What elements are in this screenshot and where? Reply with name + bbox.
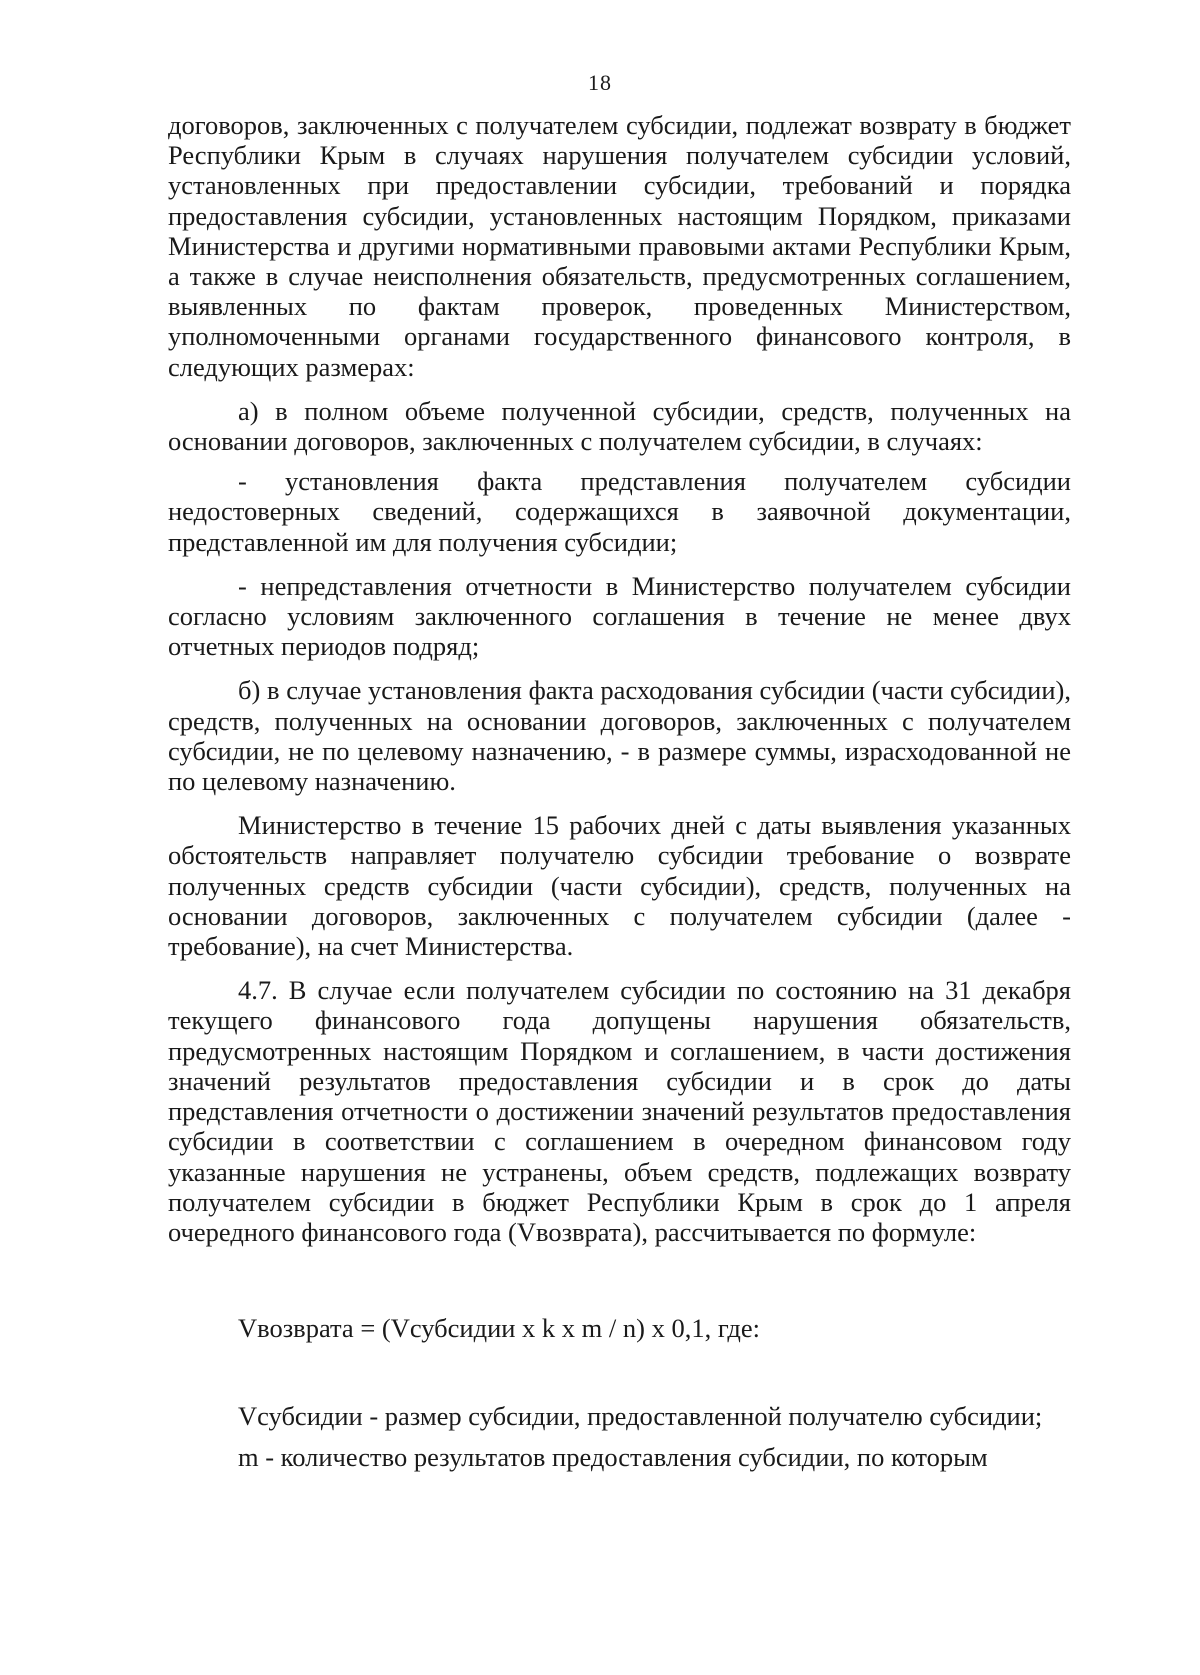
paragraph-dash-1: - установления факта представления получателем субсидии недостоверных сведений, содержащихся в заявочной документации, представленной им для получения субсидии;	[168, 466, 1071, 557]
definition-vsubsidii: Vсубсидии - размер субсидии, предоставленной получателю субсидии;	[238, 1401, 1043, 1432]
document-body	[168, 110, 1071, 1472]
definition-m: m - количество результатов предоставления субсидии, по которым	[238, 1441, 988, 1472]
paragraph-continuation: договоров, заключенных с получателем субсидии, подлежат возврату в бюджет Республики Крым в случаях нарушения получателем субсидии условий, установленных при предоставлении субсидии, требований и порядка предоставления субсидии, установленных настоящим Порядком, приказами Министерства и другими нормативными правовыми актами Республики Крым, а также в случае неисполнения обязательств, предусмотренных соглашением, выявленных по фактам проверок, проведенных Министерством, уполномоченными органами государственного финансового контроля, в следующих размерах:	[168, 110, 1071, 382]
paragraph-item-a: а) в полном объеме полученной субсидии, средств, полученных на основании договоров, заключенных с получателем субсидии, в случаях:	[168, 395, 1071, 457]
paragraph-ministry: Министерство в течение 15 рабочих дней с даты выявления указанных обстоятельств направляет получателю субсидии требование о возврате полученных средств субсидии (части субсидии), средств, полученных на основании договоров, заключенных с получателем субсидии (далее - требование), на счет Министерства.	[168, 810, 1071, 962]
paragraph-4-7: 4.7. В случае если получателем субсидии по состоянию на 31 декабря текущего финансового года допущены нарушения обязательств, предусмотренных настоящим Порядком и соглашением, в части достижения значений результатов предоставления субсидии и в срок до даты представления отчетности о достижении значений результатов предоставления субсидии в соответствии с соглашением в очередном финансовом году указанные нарушения не устранены, объем средств, подлежащих возврату получателем субсидии в бюджет Республики Крым в срок до 1 апреля очередного финансового года (Vвозврата), рассчитывается по формуле:	[168, 975, 1071, 1247]
formula: Vвозврата = (Vсубсидии x k x m / n) x 0,1, где:	[238, 1313, 761, 1344]
page-number: 18	[588, 70, 612, 95]
paragraph-item-b: б) в случае установления факта расходования субсидии (части субсидии), средств, полученных на основании договоров, заключенных с получателем субсидии, не по целевому назначению, - в размере суммы, израсходованной не по целевому назначению.	[168, 675, 1071, 797]
paragraph-dash-2: - непредставления отчетности в Министерство получателем субсидии согласно условиям заключенного соглашения в течение не менее двух отчетных периодов подряд;	[168, 570, 1071, 662]
